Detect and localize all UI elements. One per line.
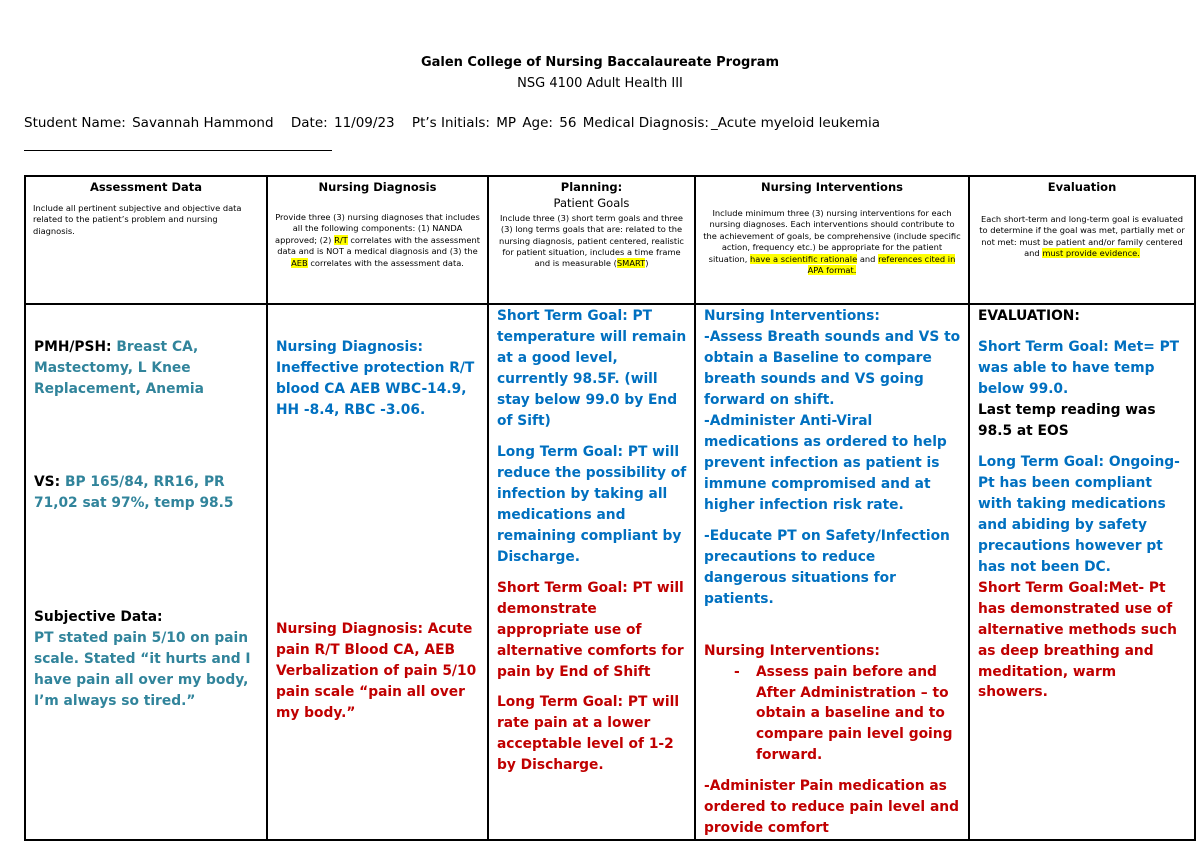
- long-term-goal-1: Long Term Goal: PT will reduce the possibility of infection by taking all medications and remaining compliant by Discharge.: [497, 443, 687, 565]
- evaluation-desc-1: Each short-term and long-term goal is evaluated to determine if the goal was met, partially met or not met: must be patient and/or family centered and: [979, 213, 1185, 259]
- diagnosis-desc-highlight-2: AEB: [291, 257, 308, 268]
- vs-value: BP 165/84, RR16, PR 71,02 sat 97%, temp 98.5: [34, 473, 234, 511]
- planning-title: Planning:: [560, 180, 623, 194]
- pmh-value: Breast CA, Mastectomy, L Knee Replacement, Anemia: [34, 339, 204, 397]
- assessment-desc: Include all pertinent subjective and objective data related to the patient’s problem and nursing diagnosis.: [33, 202, 242, 236]
- bullet-dash: -: [734, 663, 740, 680]
- diagnosis-desc-3: correlates with the assessment data.: [307, 257, 464, 268]
- evaluation-heading: EVALUATION:: [978, 308, 1080, 324]
- diagnosis-desc-2: correlates with the assessment data and is NOT a medical diagnosis and (3) the: [277, 234, 480, 257]
- age-value: 56: [559, 115, 577, 131]
- assessment-cell: [25, 304, 267, 840]
- interventions-desc-2: and: [857, 253, 879, 264]
- student-info-line: [24, 115, 882, 131]
- date-value: 11/09/23: [333, 115, 395, 131]
- diagnosis-label: Medical Diagnosis:: [582, 115, 709, 131]
- course-title: NSG 4100 Adult Health III: [517, 76, 683, 91]
- pmh-label: PMH/PSH:: [34, 339, 112, 355]
- intervention-5: -Administer Pain medication as ordered to reduce pain level and provide comfort: [704, 778, 959, 837]
- interventions-desc-highlight-1: have a scientific rationale: [750, 253, 858, 264]
- planning-header: [488, 176, 695, 304]
- date-label: Date:: [290, 115, 328, 131]
- evaluation-cell: [969, 304, 1195, 840]
- intervention-3: -Educate PT on Safety/Infection precautions to reduce dangerous situations for patients.: [704, 527, 950, 607]
- intervention-4: [704, 662, 962, 767]
- subjective-block: [34, 607, 260, 712]
- vs-label: VS:: [34, 473, 61, 490]
- diagnosis-header: [267, 176, 488, 304]
- interventions-desc-highlight-2: references cited in APA format.: [807, 253, 956, 276]
- intervention-1: -Assess Breath sounds and VS to obtain a Baseline to compare breath sounds and VS going forward on shift.: [704, 328, 961, 408]
- evaluation-short-term-2: Short Term Goal:Met- Pt has demonstrated use of alternative methods such as deep breathing and meditation, warm showers.: [978, 579, 1177, 701]
- pmh-block: [34, 337, 260, 400]
- interventions-heading-2: Nursing Interventions:: [704, 642, 880, 659]
- planning-desc-1: Include three (3) short term goals and three (3) long terms goals that are: related to the nursing diagnosis, patient centered, realistic for patient situation, includes a time frame and is measurable (: [499, 212, 684, 269]
- header-row: [25, 176, 1195, 304]
- long-term-goal-2: Long Term Goal: PT will rate pain at a lower acceptable level of 1-2 by Discharge.: [497, 694, 680, 774]
- assessment-header: [25, 176, 267, 304]
- vs-block: [34, 472, 260, 514]
- interventions-desc-1: Include minimum three (3) nursing interventions for each nursing diagnoses. Each interventions should contribute to the achievement of goals, be comprehensive (include specific action, frequency etc.) be appropriate for the patient situation,: [703, 207, 961, 264]
- short-term-goal-2: Short Term Goal: PT will demonstrate appropriate use of alternative comforts for pain by End of Shift: [497, 579, 684, 680]
- diagnosis-value: _Acute myeloid leukemia: [710, 115, 881, 131]
- evaluation-short-term-1: Short Term Goal: Met= PT was able to have temp below 99.0.: [978, 338, 1180, 397]
- student-name-label: Student Name:: [24, 115, 126, 131]
- evaluation-desc-highlight: must provide evidence.: [1042, 248, 1140, 259]
- intervention-4-text: Assess pain before and After Administration – to obtain a baseline and to compare pain level going forward.: [756, 663, 953, 764]
- interventions-heading-1: Nursing Interventions:: [704, 308, 880, 324]
- diagnosis-desc-1: Provide three (3) nursing diagnoses that includes all the following components: (1) NANDA approved; (2): [275, 211, 480, 245]
- planning-desc-highlight: SMART: [616, 258, 646, 269]
- planning-cell: [488, 304, 695, 840]
- initials-label: Pt’s Initials:: [411, 115, 490, 131]
- care-plan-table: [24, 175, 1196, 841]
- age-label: Age:: [522, 115, 553, 131]
- short-term-goal-1: Short Term Goal: PT temperature will remain at a good level, currently 98.5F. (will stay below 99.0 by End of Sift): [497, 308, 687, 429]
- diagnosis-title: Nursing Diagnosis: [318, 180, 437, 194]
- intervention-2: -Administer Anti-Viral medications as ordered to help prevent infection as patient is immune compromised and at higher infection risk rate.: [704, 412, 947, 513]
- evaluation-header: [969, 176, 1195, 304]
- student-name: Savannah Hammond: [132, 115, 274, 131]
- content-row: [25, 304, 1195, 840]
- evaluation-short-term-1-note: Last temp reading was 98.5 at EOS: [978, 401, 1156, 439]
- planning-subtitle: Patient Goals: [553, 195, 630, 210]
- evaluation-title: Evaluation: [1047, 180, 1117, 194]
- interventions-title: Nursing Interventions: [761, 180, 903, 194]
- assessment-title: Assessment Data: [89, 180, 203, 194]
- interventions-cell: [695, 304, 969, 840]
- evaluation-long-term-1: Long Term Goal: Ongoing-Pt has been compliant with taking medications and abiding by safety precautions however pt has not been DC.: [978, 453, 1180, 575]
- institution-title: Galen College of Nursing Baccalaureate Program: [420, 55, 780, 70]
- subjective-value: PT stated pain 5/10 on pain scale. Stated “it hurts and I have pain all over my body, I’m always so tired.”: [34, 629, 251, 709]
- signature-underline: [24, 150, 332, 151]
- diagnosis-2: Nursing Diagnosis: Acute pain R/T Blood CA, AEB Verbalization of pain 5/10 pain scale “pain all over my body.”: [276, 620, 477, 721]
- diagnosis-desc-highlight-1: R/T: [334, 234, 348, 245]
- subjective-label: Subjective Data:: [34, 608, 163, 625]
- initials-value: MP: [496, 115, 517, 131]
- diagnosis-cell: [267, 304, 488, 840]
- diagnosis-1: Nursing Diagnosis: Ineffective protection R/T blood CA AEB WBC-14.9, HH -8.4, RBC -3.06.: [276, 339, 475, 418]
- planning-desc-2: ): [645, 258, 649, 269]
- interventions-header: [695, 176, 969, 304]
